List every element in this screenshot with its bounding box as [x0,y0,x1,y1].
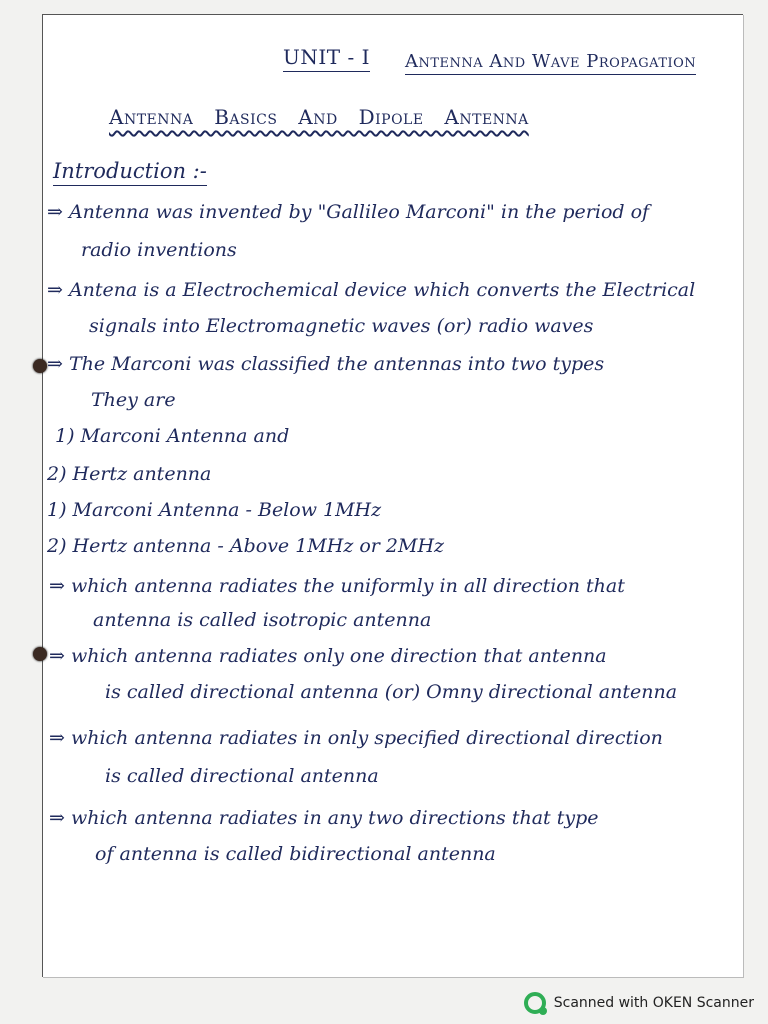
section-title: Introduction :- [53,159,207,186]
note-line: is called directional antenna [105,765,379,787]
note-line: ⇒ Antena is a Electrochemical device which converts the Electrical [47,279,696,301]
note-line: 1) Marconi Antenna and [55,425,290,447]
scanner-logo-icon [524,992,546,1014]
topic-heading: Antenna Basics And Dipole Antenna [109,105,529,129]
note-line: 2) Hertz antenna - Above 1MHz or 2MHz [47,535,445,557]
note-line: of antenna is called bidirectional antenna [95,843,496,865]
note-line: ⇒ which antenna radiates in only specified directional direction [49,727,663,749]
subject-heading: Antenna And Wave Propagation [405,51,696,75]
note-line: They are [91,389,176,411]
note-line: ⇒ Antenna was invented by "Gallileo Marconi" in the period of [47,201,650,223]
note-line: radio inventions [81,239,237,261]
punch-hole [33,359,47,373]
note-line: antenna is called isotropic antenna [93,609,432,631]
note-line: ⇒ which antenna radiates in any two directions that type [49,807,599,829]
note-line: is called directional antenna (or) Omny directional antenna [105,681,678,703]
note-line: ⇒ The Marconi was classified the antennas into two types [47,353,605,375]
note-line: 1) Marconi Antenna - Below 1MHz [47,499,382,521]
note-line: ⇒ which antenna radiates only one direction that antenna [49,645,607,667]
note-line: 2) Hertz antenna [47,463,212,485]
note-line: signals into Electromagnetic waves (or) radio waves [89,315,594,337]
punch-hole [33,647,47,661]
scanner-watermark [524,992,754,1014]
scanner-text: Scanned with OKEN Scanner [553,995,754,1011]
unit-heading: UNIT - I [283,45,370,72]
notebook-page [42,14,743,977]
note-line: ⇒ which antenna radiates the uniformly in all direction that [49,575,625,597]
